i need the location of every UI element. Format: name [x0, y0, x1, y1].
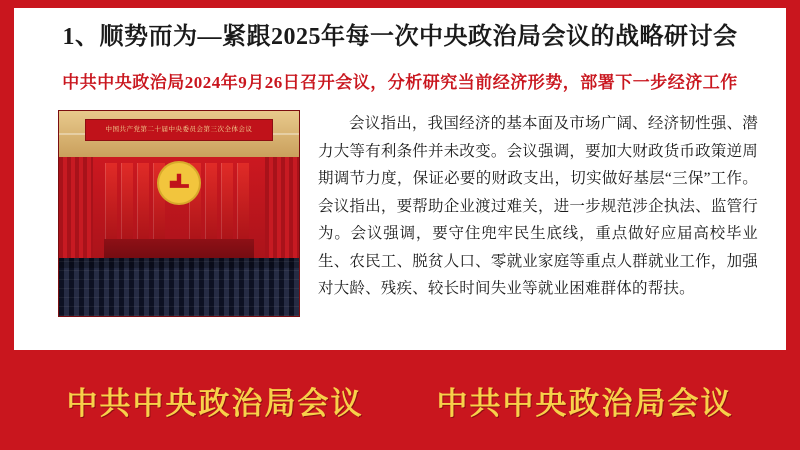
- footer-text-left: 中共中央政治局会议: [66, 385, 364, 421]
- meeting-photo: [58, 110, 300, 317]
- photo-curtain-left: [59, 157, 93, 264]
- photo-curtain-right: [265, 157, 299, 264]
- party-emblem-icon: [159, 163, 199, 203]
- photo-audience-rows: [59, 258, 299, 316]
- footer-band: [0, 350, 800, 450]
- photo-audience: [59, 258, 299, 316]
- page-subtitle: 中共中央政治局2024年9月26日召开会议，分析研究当前经济形势，部署下一步经济工作: [62, 73, 738, 92]
- photo-banner-text: 中国共产党第二十届中央委员会第三次全体会议: [85, 119, 273, 141]
- content-area: [58, 110, 758, 317]
- body-paragraph: 会议指出，我国经济的基本面及市场广阔、经济韧性强、潜力大等有利条件并未改变。会议强调，要加大财政货币政策逆周期调节力度，保证必要的财政支出，切实做好基层“三保”工作。会议指出，要帮助企业渡过难关，进一步规范涉企执法、监管行为。会议强调，要守住兜牢民生底线，重点做好应届高校毕业生、农民工、脱贫人口、零就业家庭等重点人群就业工作，加强对大龄、残疾、较长时间失业等就业困难群体的帮扶。: [318, 115, 758, 298]
- footer-text-right: 中共中央政治局会议: [436, 385, 734, 421]
- page-title: 1、顺势而为—紧跟2025年每一次中央政治局会议的战略研讨会: [62, 24, 738, 50]
- top-red-bar: [0, 0, 800, 8]
